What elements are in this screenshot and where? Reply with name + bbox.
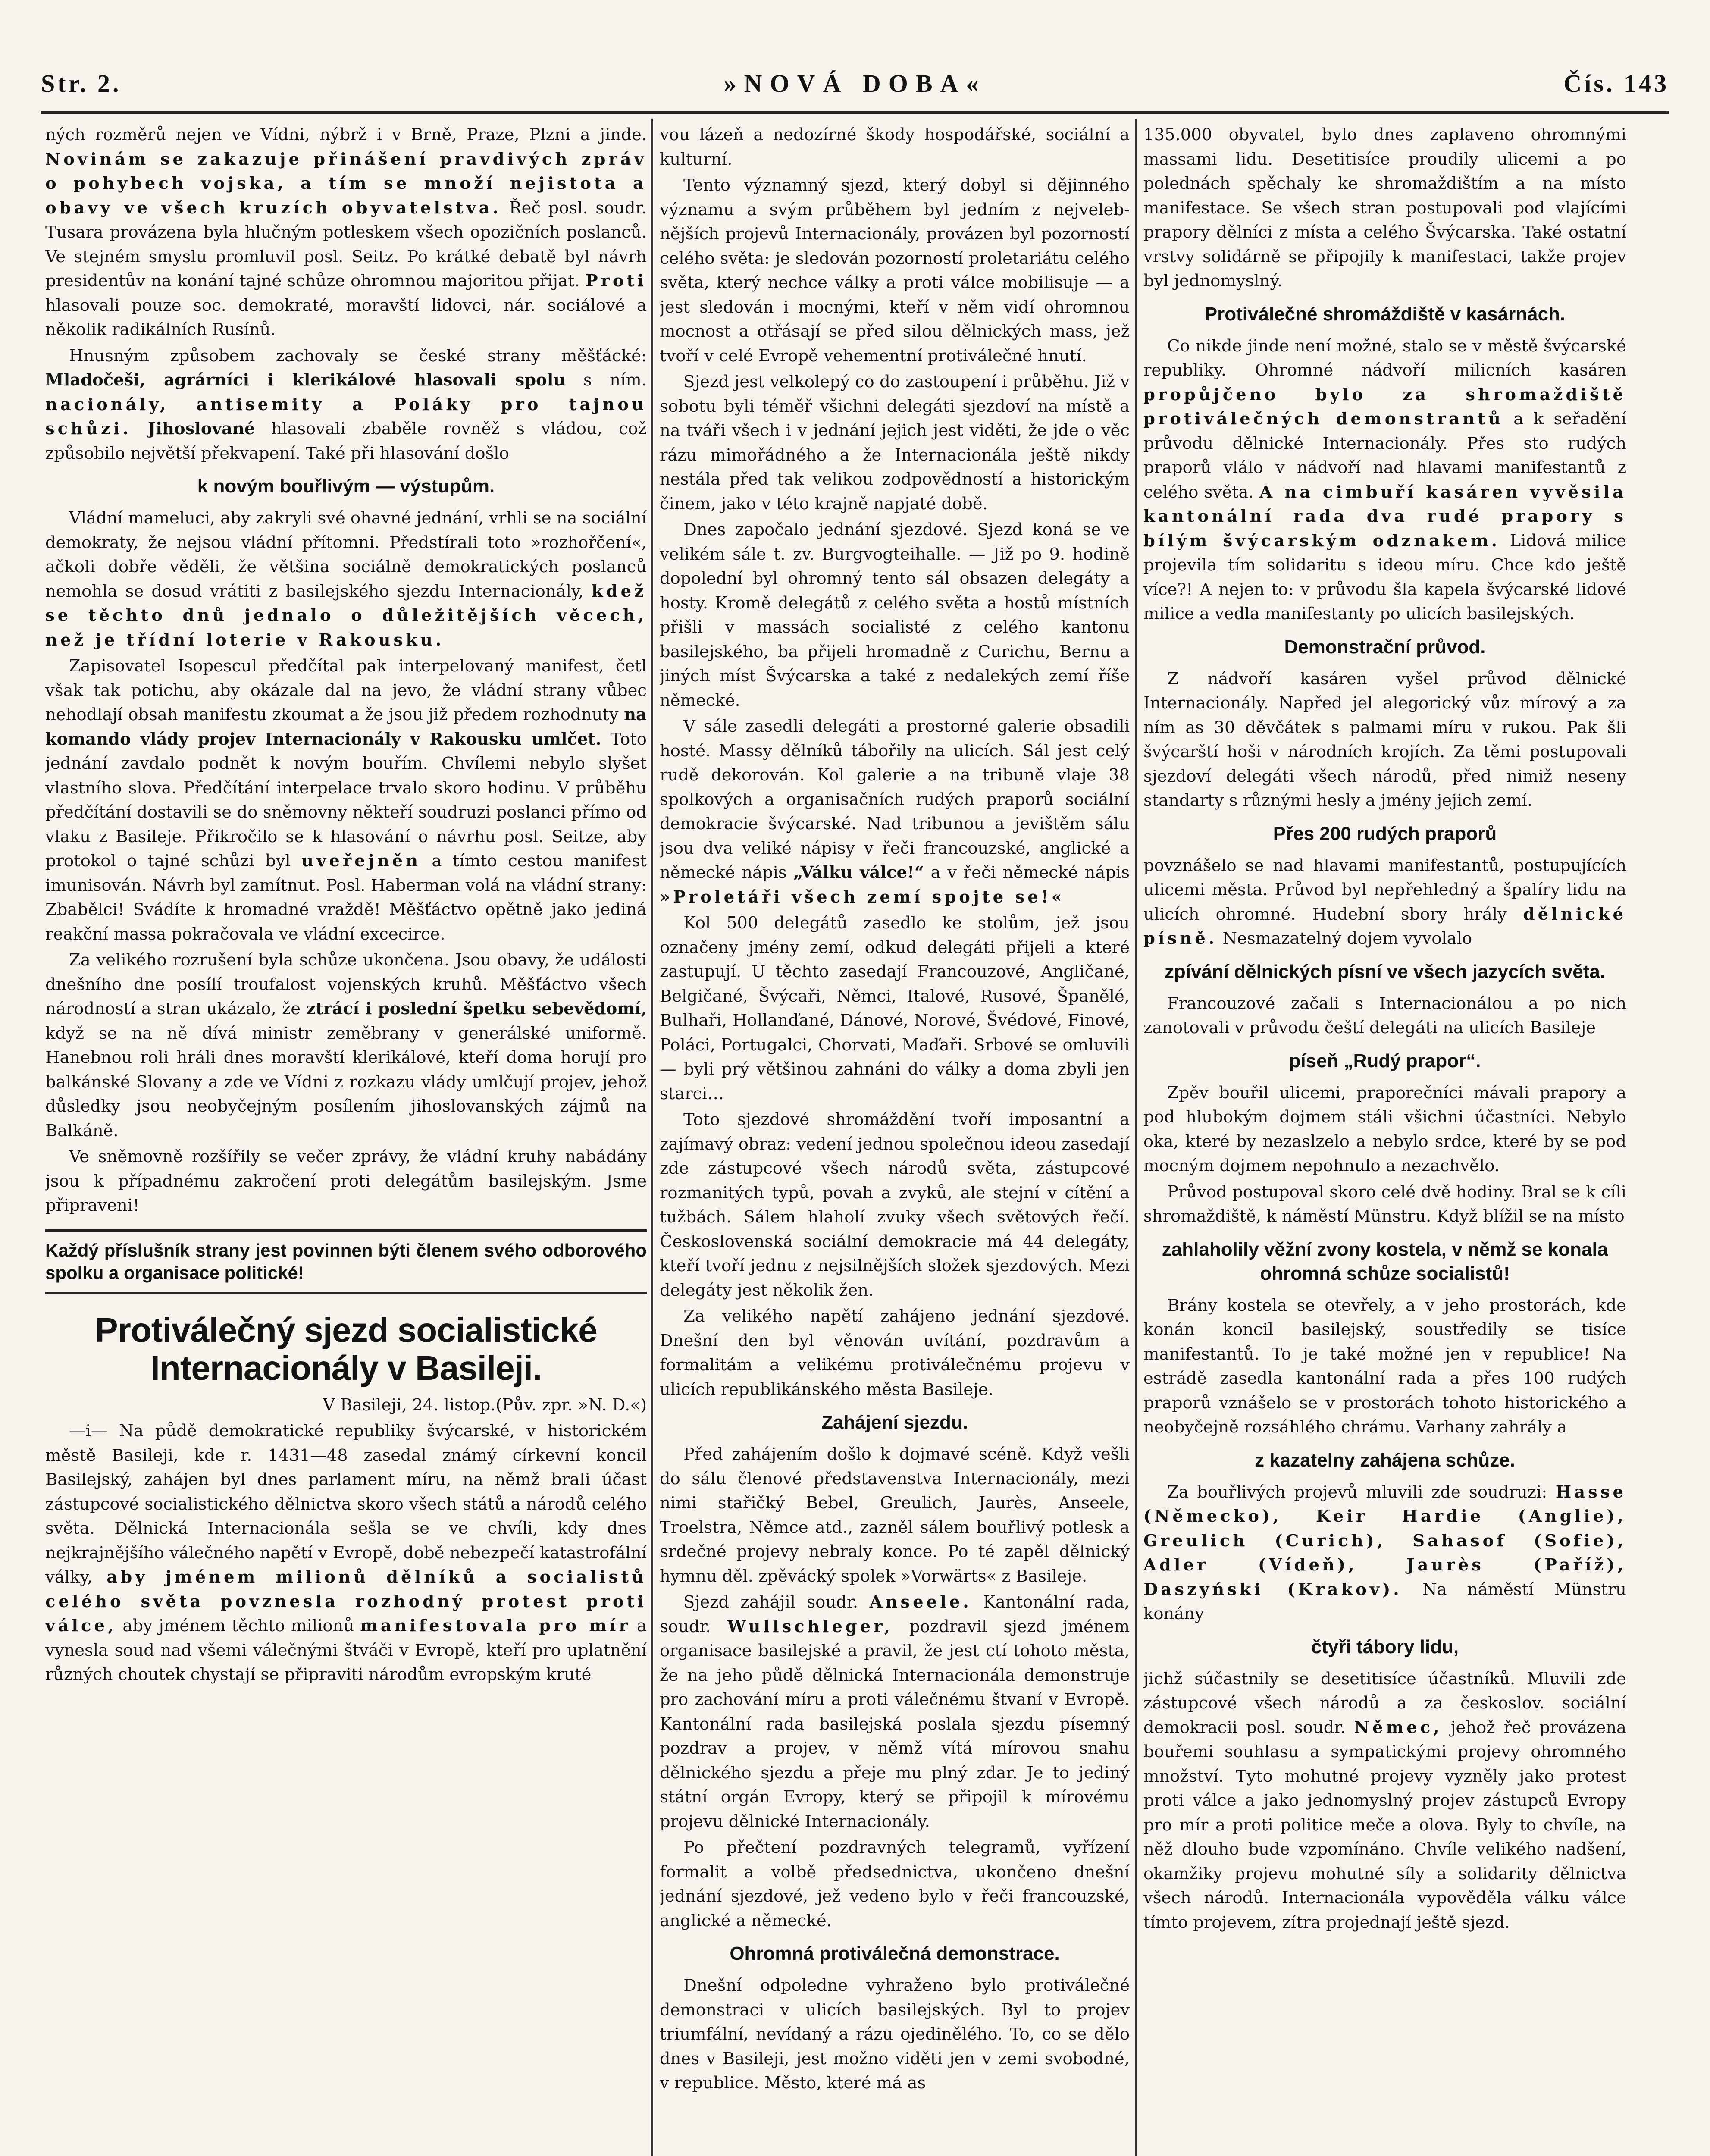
section-heading: Ohromná protiválečná demonstrace. — [730, 1943, 1060, 1964]
section-heading: píseň „Rudý prapor“. — [1289, 1050, 1481, 1072]
article-paragraph: Sjezd jest velkolepý co do zastoupení i průběhu. Již v sobotu byli téměř všichni delegáti sjezdoví na místě a na tváři všech i v jednání jejich jest viděti, že jde o věc rázu mimořádného a že Internacionála ještě nikdy nestála před tak velikou zodpovědností a historickým činem, jako v této krajně napjaté době. — [660, 372, 1130, 514]
article-paragraph: Sjezd zahájil soudr. Anseele. Kantonální rada, soudr. Wullschleger, pozdravil sjezd jménem organisace basilejské a pravil, že jest ctí tohoto města, že na jeho půdě dělnická Internacionála demonstruje pro zachování míru a proti válečnému štvaní v Evropě. Kantonální rada basilejská poslala sjezdu písemný pozdrav a projev, v němž vítá mírovou snahu dělnického sjezdu a přeje mu plný zdar. Je to jediný státní orgán Evropy, který se připojil k mírovému projevu dělnické Internacionály. — [660, 1592, 1130, 1831]
section-heading: Zahájení sjezdu. — [821, 1412, 968, 1433]
article-paragraph: Dnes započalo jednání sjezdové. Sjezd koná se ve velikém sále t. zv. Burgvogteihalle. — Již po 9. hodině dopolední byl ohromný tento sál obsazen delegáty a hosty. Kromě delegátů z celého světa a hostů místních přišli v massách socialisté z celého kantonu basilejského, ba přijeli hromadně z Curichu, Bernu a jiných míst Švýcarska a také z nedalekých zemí říše německé. — [660, 520, 1130, 710]
article-paragraph: jichž súčastnily se desetitisíce účastníků. Mluvili zde zástupcové všech národů a za českoslov. sociální demokracii posl. soudr. Němec, jehož řeč provázena bouřemi souhlasu a sympatickými projevy ohromného množství. Tyto mohutné projevy vyzněly jako protest proti válce a jako jednomyslný projev zástupců Evropy pro mír a proti politice meče a olova. Byly to chvíle, na něž dlouho bude vzpomínáno. Chvíle velikého nadšení, okamžiky projevu mohutné síly a solidarity dělnictva všech národů. Internacionála vypověděla válku válce tímto projevem, zítra projednají ještě sjezd. — [1143, 1669, 1626, 1932]
section-heading: zahlaholily věžní zvony kostela, v němž se konala ohromná schůze socialistů! — [1162, 1238, 1608, 1284]
article-paragraph: Co nikde jinde není možné, stalo se v městě švýcarské republiky. Ohromné nádvoří milicních kasáren propůjčeno bylo za shromaždiště protiválečných demonstrantů a k seřadění průvodu dělnické Internacionály. Přes sto rudých praporů vlálo v nádvoří nad hlavami manifestantů z celého světa. A na cimbuří kasáren vyvěsila kantonální rada dva rudé prapory s bílým švýcarským odznakem. Lidová milice projevila tím solidaritu s ideou míru. Chce kdo ještě více?! A nejen to: v průvodu šla kapela švýcarské lidové milice a vedla manifestanty po ulicích basilejských. — [1143, 336, 1626, 624]
article-paragraph: Ve sněmovně rozšířily se večer zprávy, že vládní kruhy nabádány jsou k případnému zakročení proti delegátům basilejským. Jsme připraveni! — [45, 1147, 647, 1215]
article-paragraph: povznášelo se nad hlavami manifestantů, postupujících ulicemi města. Průvod byl nepřehledný a špalíry lidu na ulicích ohromné. Hudební sbory hrály dělnické písně. Nesmazatelný dojem vyvolalo — [1143, 856, 1626, 948]
article-paragraph: Za velikého napětí zahájeno jednání sjezdové. Dnešní den byl věnován uvítání, pozdravům a formalitám a velikému protiválečnému projevu v ulicích republikánského města Basileje. — [660, 1307, 1130, 1399]
header-rule — [41, 111, 1669, 114]
section-heading: zpívání dělnických písní ve všech jazycích světa. — [1164, 961, 1606, 982]
article-paragraph: Dnešní odpoledne vyhraženo bylo protiválečné demonstraci v ulicích basilejských. Byl to projev triumfální, nevídaný a rázu ojedinělého. To, co se dělo dnes v Basileji, jest možno viděti jen v zemi svobodné, v republice. Město, které má as — [660, 1976, 1130, 2093]
section-heading: Demonstrační průvod. — [1284, 636, 1486, 658]
article-paragraph: ných rozměrů nejen ve Vídni, nýbrž i v Brně, Praze, Plzni a jinde. Novinám se zakazuje přinášení pravdivých zpráv o pohybech vojska, a tím se množí nejistota a obavy ve všech kruzích obyvatelstva. Řeč posl. soudr. Tusara provázena byla hlučným potleskem všech opozičních poslanců. Ve stejném smyslu promluvil posl. Seitz. Po krátké debatě byl návrh presidentův na konání tajné schůze ohromnou majoritou přijat. Proti hlasovali pouze soc. demokraté, moravští lidovci, nár. sociálové a několik radikálních Rusínů. — [45, 125, 647, 339]
page-header — [41, 65, 1669, 103]
section-heading: Přes 200 rudých praporů — [1273, 823, 1497, 844]
article-paragraph: Po přečtení pozdravných telegramů, vyřízení formalit a volbě předsednictva, ukončeno dnešní jednání sjezdové, jež vedeno bylo v řeči francouzské, anglické a německé. — [660, 1838, 1130, 1930]
column-divider-2 — [1135, 119, 1137, 2156]
column-1 — [45, 123, 647, 2156]
article-paragraph: vou lázeň a nedozírné škody hospodářské, sociální a kulturní. — [660, 125, 1130, 169]
article-paragraph: —i— Na půdě demokratické republiky švýcarské, v historickém městě Basileji, kde r. 1431—48 zasedal známý církevní koncil Basilejský, zahájen byl dnes parlament míru, na němž brali účast zástupcové socialistického dělnictva skoro všech států a národů celého světa. Dělnická Internacionála sešla se ve chvíli, kdy dnes nejkrajnějšího válečného napětí v Evropě, době nebezpečí katastrofální války, aby jménem milionů dělníků a socialistů celého světa povznesla rozhodný protest proti válce, aby jménem těchto milionů manifestovala pro mír a vynesla soud nad všemi válečnými štváči v Evropě, kteří pro uplatnění různých choutek chystají se připraviti národům evropským kruté — [45, 1421, 647, 1684]
article-paragraph: Hnusným způsobem zachovaly se české strany měšťácké: Mladočeši, agrárníci i klerikálové hlasovali spolu s ním. nacionály, antisemity a Poláky pro tajnou schůzi. Jihoslované hlasovali zbaběle rovněž s vládou, což způsobilo největší překvapení. Také při hlasování došlo — [45, 346, 647, 463]
section-heading: Protiválečné shromáždiště v kasárnách. — [1204, 303, 1566, 325]
section-heading: z kazatelny zahájena schůze. — [1254, 1449, 1516, 1471]
column-3 — [1143, 123, 1626, 2156]
article-paragraph: Tento významný sjezd, který dobyl si dějinného významu a svým průběhem byl jedním z nejvelebnějších projevů Internacionály, provázen byl pozorností celého světa: je sledován pozorností proletariátu celého světa, který nechce války a proti válce mobilisuje — a jest sledován i mocnými, kteří v něm vidí ohromnou mocnost a otřásají se před silou dělnických mass, jež tvoří v celé Evropě vehementní protiválečné hnutí. — [660, 175, 1130, 366]
masthead: »NOVÁ DOBA« — [723, 69, 987, 97]
article-paragraph: V sále zasedli delegáti a prostorné galerie obsadili hosté. Massy dělníků tábořily na ulicích. Sál jest celý rudě dekorován. Kol galerie a na tribuně vlaje 38 spolkových a organisačních rudých praporů sociální demokracie švýcarské. Nad tribunou a jevištěm sálu jsou dva veliké nápisy v řeči francouzské, anglické a německé nápis „Válku válce!“ a v řeči německé nápis »Proletáři všech zemí spojte se!« — [660, 717, 1130, 907]
article-paragraph: Za velikého rozrušení byla schůze ukončena. Jsou obavy, že události dnešního dne posílí troufalost vojenských kruhů. Měšťáctvo všech národností a stran ukázalo, že ztrácí i poslední špetku sebevědomí, když se na ně dívá ministr zeměbrany v generálské uniformě. Hanebnou roli hráli dnes moravští klerikálové, kteří doma horují pro balkánské Slovany a zde ve Vídni z rozkazu vlády umlčují projev, jehož důsledky jsou neobyčejným posílením jihoslovanských zájmů na Balkáně. — [45, 950, 647, 1141]
article-paragraph: Před zahájením došlo k dojmavé scéně. Když vešli do sálu členové představenstva Internacionály, mezi nimi stařičký Bebel, Greulich, Jaurès, Anseele, Troelstra, Němce atd., zazněl sálem bouřlivý potlesk a srdečné projevy nebraly konce. Po té zapěl dělnický hymnu děl. zpěvácký spolek »Vorwärts« z Basileje. — [660, 1445, 1130, 1586]
article-paragraph: Kol 500 delegátů zasedlo ke stolům, jež jsou označeny jmény zemí, odkud delegáti přijeli a které zastupují. U těchto zasedají Francouzové, Angličané, Belgičané, Švýcaři, Němci, Italové, Rusové, Španělé, Bulhaři, Hollanďané, Dánové, Norové, Švédové, Finové, Poláci, Portugalci, Chorvati, Maďaři. Srbové se omluvili — byli prý většinou zahnáni do války a doma zbyli jen starci… — [660, 913, 1130, 1103]
article-paragraph: 135.000 obyvatel, bylo dnes zaplaveno ohromnými massami lidu. Desetitisíce proudily ulicemi a po polednách spěchaly ke shromaždištím a na místo manifestace. Se všech stran postupovali pod vlajícími prapory dělníci z místa a celého Švýcarska. Také ostatní vrstvy solidárně se připojily k manifestaci, takže projev byl jednomyslný. — [1143, 125, 1626, 291]
column-divider-1 — [651, 119, 653, 2156]
page-number: Str. 2. — [41, 69, 122, 97]
article-paragraph: Zpěv bouřil ulicemi, praporečníci mávali prapory a pod hlubokým dojmem stáli všichni účastníci. Nebylo oka, které by nezaslzelo a nebylo srdce, které by se pod mocným dojmem nepohnulo a nezachvělo. — [1143, 1083, 1626, 1175]
article-paragraph: Za bouřlivých projevů mluvili zde soudruzi: Hasse (Německo), Keir Hardie (Anglie), Greulich (Curich), Sahasof (Sofie), Adler (Vídeň), Jaurès (Paříž), Daszyński (Krakov). Na náměstí Münstru konány — [1143, 1482, 1626, 1623]
article-title: Protiválečný sjezd socialistické Internacionály v Basileji. — [95, 1310, 597, 1387]
party-notice: Každý příslušník strany jest povinnen býti členem svého odborového spolku a organisace politické! — [45, 1229, 647, 1294]
article-paragraph: Zapisovatel Isopescul předčítal pak interpelovaný manifest, četl však tak potichu, aby okázale dal na jevo, že vládní strany vůbec nehodlají obsah manifestu zkoumat a že jsou již předem rozhodnuty na komando vlády projev Internacionály v Rakousku umlčet. Toto jednání zavdalo podnět k novým bouřím. Chvílemi nebylo slyšet vlastního slova. Předčítání interpelace trvalo skoro hodinu. V průběhu předčítání dostavili se do sněmovny někteří soudruzi poslanci přímo od vlaku z Basileje. Přikročilo se k hlasování o návrhu posl. Seitze, aby protokol o tajné schůzi byl uveřejněn a tímto cestou manifest imunisován. Návrh byl zamítnut. Posl. Haberman volá na vládní strany: Zbabělci! Svádíte k hromadné vraždě! Měšťáctvo opětně jako jediná reakční massa pokračovala ve vládní excecirce. — [45, 656, 647, 944]
dateline: V Basileji, 24. listop.(Pův. zpr. »N. D.«) — [323, 1395, 647, 1415]
article-paragraph: Průvod postupoval skoro celé dvě hodiny. Bral se k cíli shromaždiště, k náměstí Münstru. Když blížil se na místo — [1143, 1182, 1626, 1226]
column-2 — [660, 123, 1130, 2156]
section-heading: k novým bouřlivým — výstupům. — [197, 476, 495, 497]
article-paragraph: Francouzové začali s Internacionálou a po nich zanotovali v průvodu čeští delegáti na ulicích Basileje — [1143, 993, 1626, 1037]
article-paragraph: Toto sjezdové shromáždění tvoří imposantní a zajímavý obraz: vedení jednou společnou ideou zasedají zde zástupcové všech národů světa, zástupcové rozmanitých typů, povah a zvyků, ale stejní v cítění a tužbách. Sálem hlaholí zvuky všech světových řečí. Československá sociální demokracie má 44 delegáty, kteří tvoří jednu z nejsilnějších složek sjezdových. Mezi delegáty jest několik žen. — [660, 1110, 1130, 1300]
article-paragraph: Brány kostela se otevřely, a v jeho prostorách, kde konán koncil basilejský, soustředily se tisíce manifestantů. To je také možné jen v republice! Na estrádě zasedla kantonální rada a přes 100 rudých praporů vznášelo se v prostorách tohoto historického a neobyčejně rozsáhlého chrámu. Varhany zahrály a — [1143, 1295, 1626, 1437]
article-paragraph: Vládní mameluci, aby zakryli své ohavné jednání, vrhli se na sociální demokraty, že nejsou vládní přítomni. Předstírali toto »rozhořčení«, ačkoli dobře věděli, že většina sociálně demokratických poslanců nemohla se dosud vrátiti z basilejského sjezdu Internacionály, kdež se těchto dnů jednalo o důležitějších věcech, než je třídní loterie v Rakousku. — [45, 508, 647, 650]
article-paragraph: Z nádvoří kasáren vyšel průvod dělnické Internacionály. Napřed jel alegorický vůz mírový a za ním as 30 děvčátek s palmami míru v rukou. Pak šli švýcarští hoši v národních krojích. Za těmi postupovali sjezdoví delegáti všech národů, před nimiž neseny standarty s různými hesly a jmény jejich zemí. — [1143, 669, 1626, 810]
section-heading: čtyři tábory lidu, — [1311, 1636, 1459, 1658]
issue-number: Čís. 143 — [1563, 69, 1669, 97]
